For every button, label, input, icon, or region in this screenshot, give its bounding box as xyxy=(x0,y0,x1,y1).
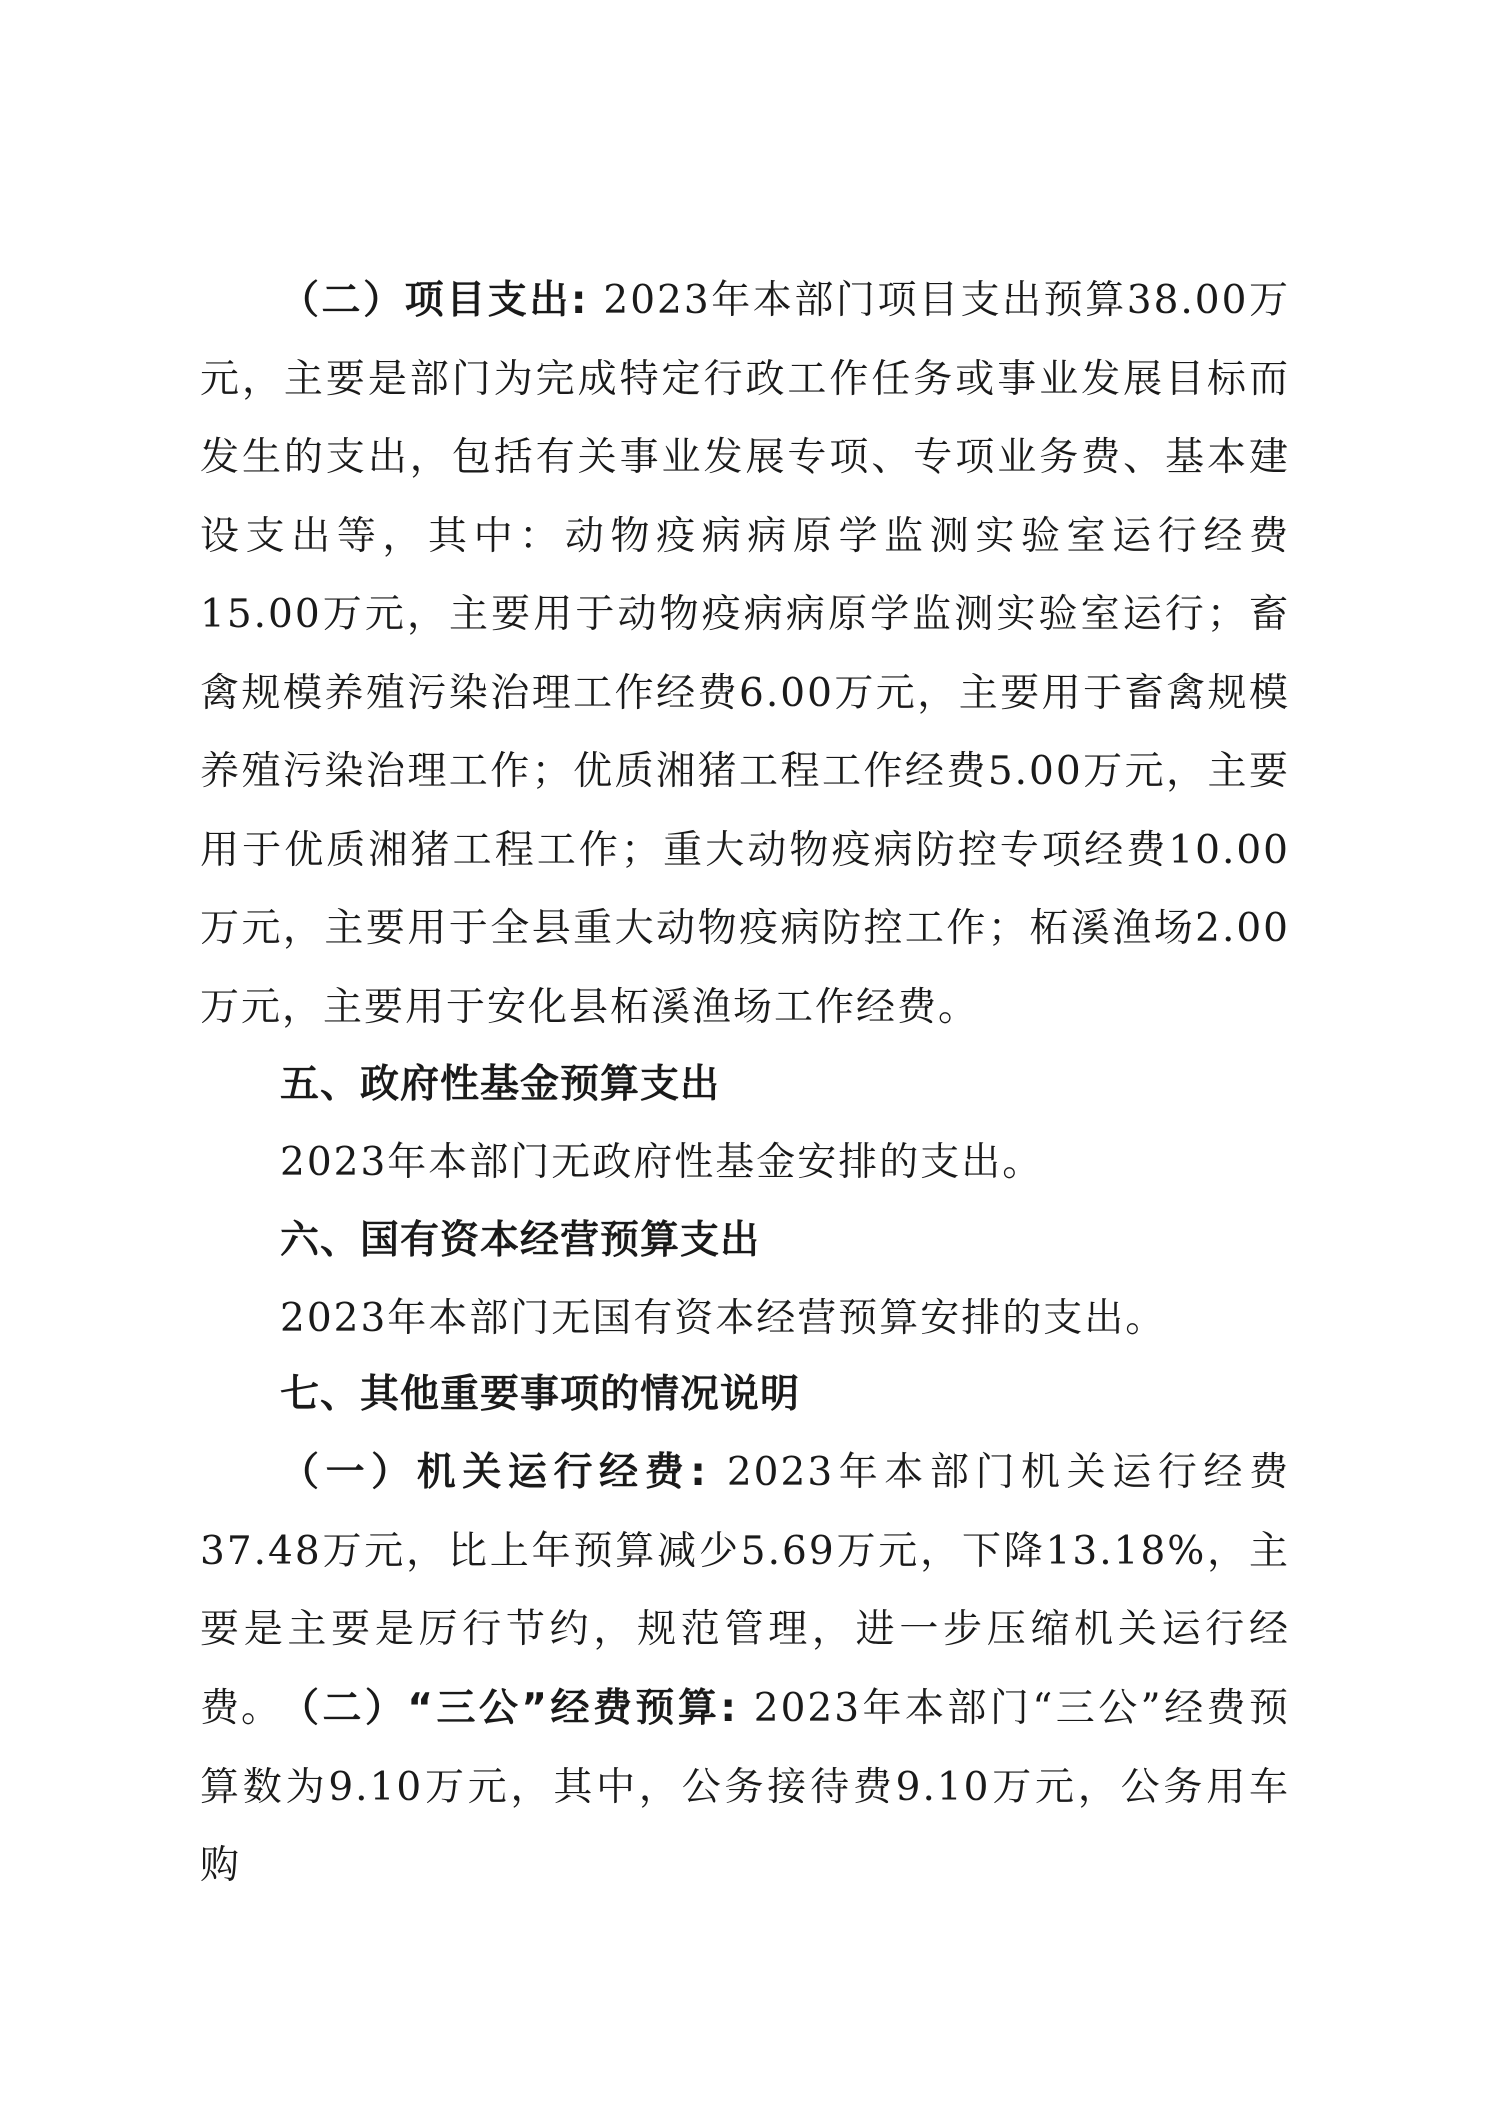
office-operation-text: 2023年本部门机关运行经费37.48万元，比上年预算减少5.69万元，下降13.18%，主要是主要是厉行节约，规范管理，进一步压缩机关运行经费。 xyxy=(200,1450,1290,1731)
project-spending-label: （二）项目支出: xyxy=(280,278,589,323)
gov-fund-text: 2023年本部门无政府性基金安排的支出。 xyxy=(280,1140,1044,1185)
state-capital-text: 2023年本部门无国有资本经营预算安排的支出。 xyxy=(280,1296,1167,1341)
project-spending-text: 2023年本部门项目支出预算38.00万元，主要是部门为完成特定行政工作任务或事业发展目标而发生的支出，包括有关事业发展专项、专项业务费、基本建设支出等，其中：动物疫病病原学监测实验室运行经费15.00万元，主要用于动物疫病病原学监测实验室运行；畜禽规模养殖污染治理工作经费6.00万元，主要用于畜禽规模养殖污染治理工作；优质湘猪工程工作经费5.00万元，主要用于优质湘猪工程工作；重大动物疫病防控专项经费10.00万元，主要用于全县重大动物疫病防控工作；柘溪渔场2.00万元，主要用于安化县柘溪渔场工作经费。 xyxy=(200,278,1290,1030)
gov-fund-heading: 五、政府性基金预算支出 xyxy=(280,1062,721,1107)
other-matters-heading: 七、其他重要事项的情况说明 xyxy=(280,1372,801,1417)
three-public-text: 2023年本部门“三公”经费预算数为9.10万元，其中，公务接待费9.10万元，公务用车购 xyxy=(200,1686,1290,1888)
three-public-label: （二）“三公”经费预算: xyxy=(280,1686,738,1731)
three-public-paragraph xyxy=(200,1670,1290,1906)
project-spending-paragraph xyxy=(200,262,1290,1047)
office-operation-label: （一）机关运行经费: xyxy=(280,1450,708,1495)
state-capital-heading: 六、国有资本经营预算支出 xyxy=(280,1218,761,1263)
